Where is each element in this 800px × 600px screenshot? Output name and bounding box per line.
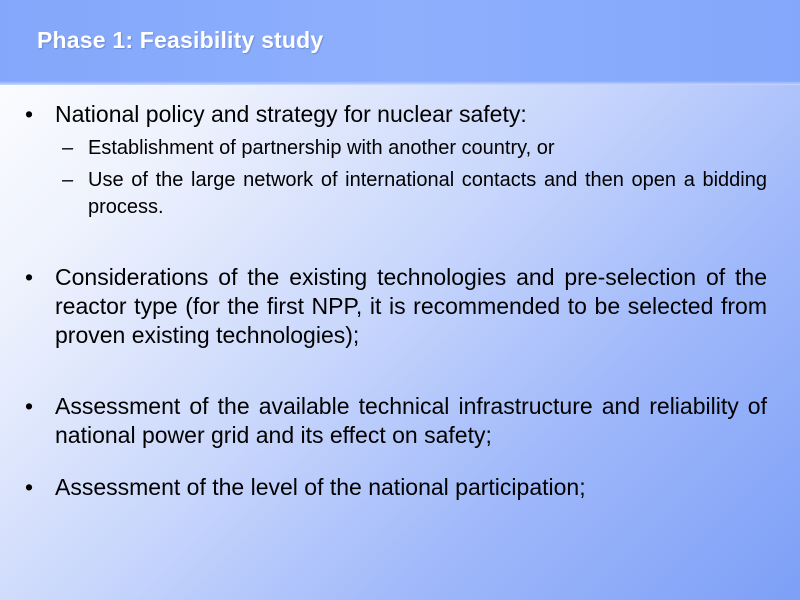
bullet-marker: •	[25, 393, 34, 419]
subitem-partnership	[25, 135, 767, 162]
bullet-text: National policy and strategy for nuclear safety:	[55, 101, 527, 127]
sub-marker: –	[62, 137, 74, 159]
bullet-text: Assessment of the available technical infrastructure and reliability of national power grid and its effect on safety;	[55, 393, 767, 448]
bullet-national-policy	[25, 100, 767, 129]
sub-marker: –	[62, 169, 74, 191]
bullet-text: Assessment of the level of the national participation;	[55, 474, 586, 500]
bullet-participation	[25, 473, 767, 502]
slide-title: Phase 1: Feasibility study	[37, 27, 324, 53]
bullet-text: Considerations of the existing technologies and pre-selection of the reactor type (for the first NPP, it is recommended to be selected from proven existing technologies);	[55, 264, 767, 348]
bullet-marker: •	[25, 474, 34, 500]
subitem-network	[25, 167, 767, 221]
subitem-text: Use of the large network of international contacts and then open a bidding process.	[88, 169, 767, 218]
bullet-marker: •	[25, 264, 34, 290]
bullet-marker: •	[25, 101, 34, 127]
subitem-text: Establishment of partnership with another country, or	[88, 137, 555, 159]
title-bar	[0, 0, 800, 85]
bullet-infrastructure	[25, 392, 767, 450]
slide-content	[25, 100, 767, 502]
bullet-technologies	[25, 263, 767, 350]
